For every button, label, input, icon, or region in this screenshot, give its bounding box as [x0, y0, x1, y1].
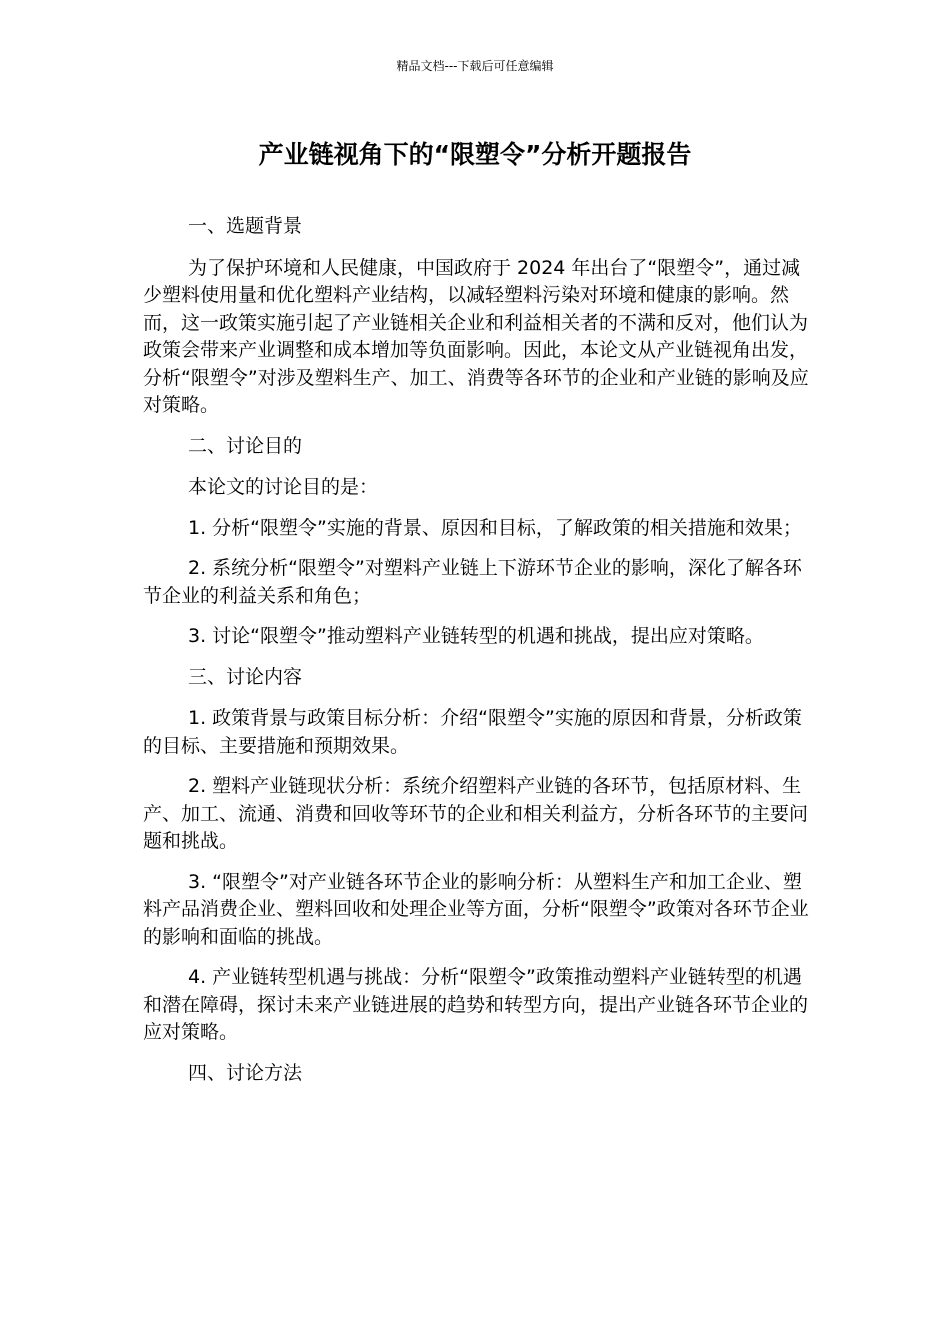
list-item-purpose-3: 3. 讨论“限塑令”推动塑料产业链转型的机遇和挑战，提出应对策略。: [188, 625, 764, 647]
list-item-content-3: 3. “限塑令”对产业链各环节企业的影响分析：从塑料生产和加工企业、塑料产品消费企业、塑料回收和处理企业等方面，分析“限塑令”政策对各环节企业的影响和面临的挑战。: [143, 870, 809, 948]
list-item-content-2: 2. 塑料产业链现状分析：系统介绍塑料产业链的各环节，包括原材料、生产、加工、流通、消费和回收等环节的企业和相关利益方，分析各环节的主要问题和挑战。: [143, 775, 809, 852]
section-heading-purpose: 二、讨论目的: [188, 434, 303, 457]
paragraph-purpose-intro: 本论文的讨论目的是：: [188, 476, 379, 498]
section-heading-content: 三、讨论内容: [188, 665, 303, 688]
list-item-content-1: 1. 政策背景与政策目标分析：介绍“限塑令”实施的原因和背景，分析政策的目标、主要措施和预期效果。: [143, 707, 802, 757]
list-item-purpose-1: 1. 分析“限塑令”实施的背景、原因和目标，了解政策的相关措施和效果；: [188, 516, 802, 539]
list-item-content-4: 4. 产业链转型机遇与挑战：分析“限塑令”政策推动塑料产业链转型的机遇和潜在障碍，探讨未来产业链进展的趋势和转型方向，提出产业链各环节企业的应对策略。: [143, 966, 809, 1043]
section-heading-background: 一、选题背景: [188, 215, 303, 237]
paragraph-background: 为了保护环境和人民健康，中国政府于 2024 年出台了“限塑令”，通过减少塑料使用量和优化塑料产业结构，以减轻塑料污染对环境和健康的影响。然而，这一政策实施引起了产业链相关企业和利益相关者的不满和反对，他们认为政策会带来产业调整和成本增加等负面影响。因此，本论文从产业链视角出发，分析“限塑令”对涉及塑料生产、加工、消费等各环节的企业和产业链的影响及应对策略。: [143, 256, 809, 416]
document-title: 产业链视角下的“限塑令”分析开题报告: [258, 140, 692, 169]
page-header: 精品文档---下载后可任意编辑: [396, 59, 554, 73]
document-body: [143, 213, 809, 1101]
section-heading-method: 四、讨论方法: [188, 1061, 303, 1084]
list-item-purpose-2: 2. 系统分析“限塑令”对塑料产业链上下游环节企业的影响，深化了解各环节企业的利益关系和角色；: [143, 557, 802, 607]
